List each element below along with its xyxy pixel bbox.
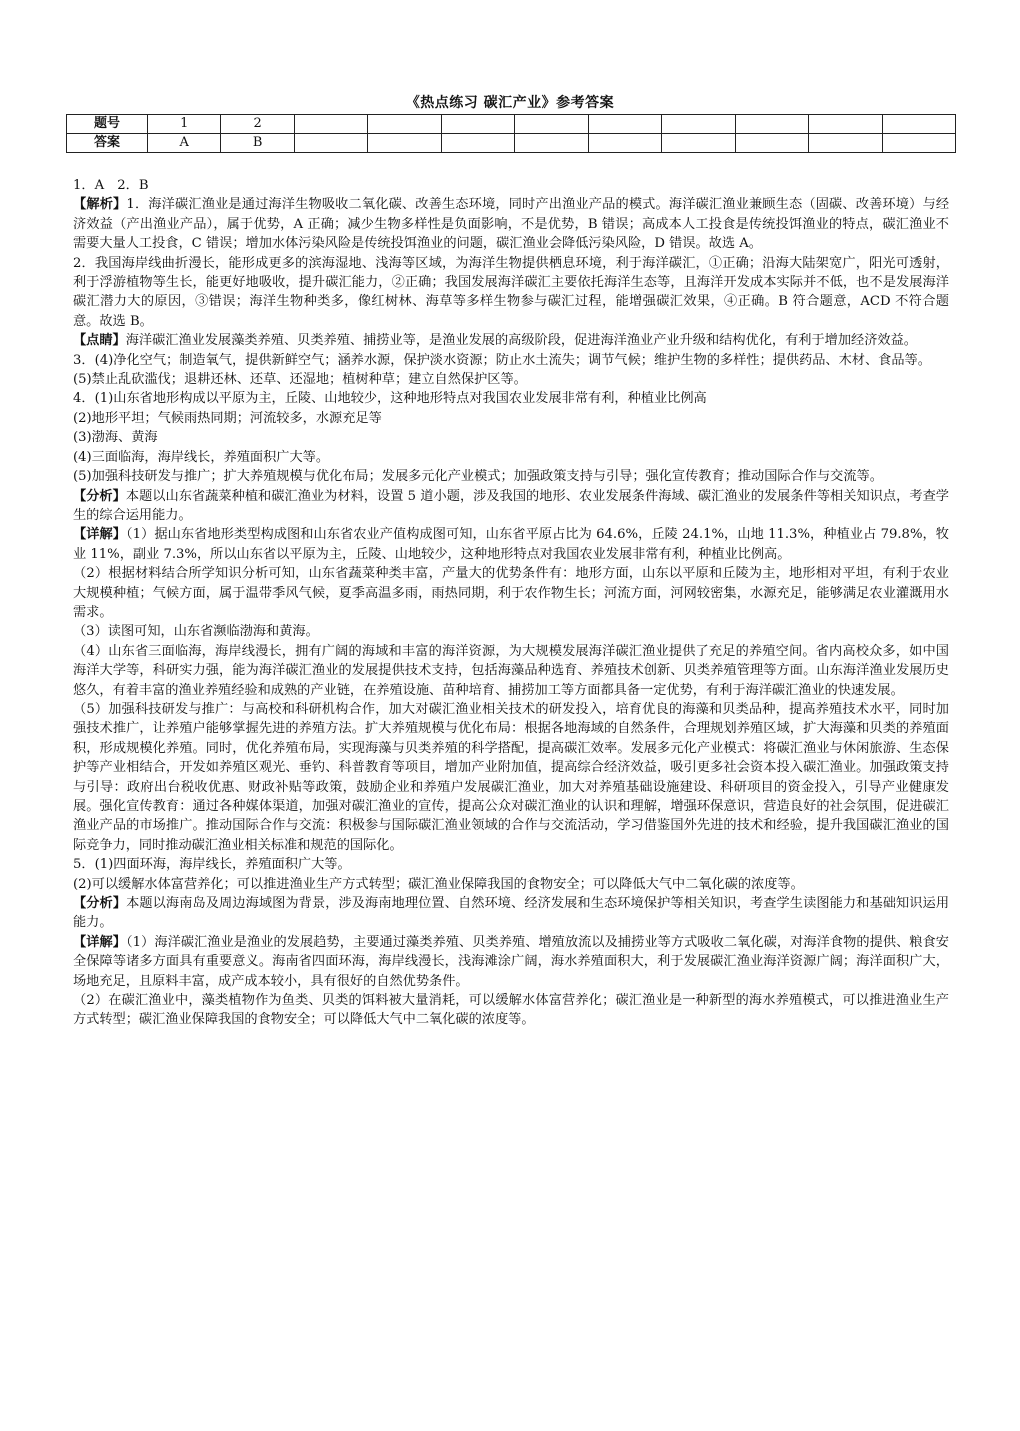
question-number-cell: 1 xyxy=(148,115,221,134)
answer-q3-part5: (5)禁止乱砍滥伐；退耕还林、还草、还湿地；植树种草；建立自然保护区等。 xyxy=(73,372,527,388)
answer-summary-1-2: 1．A 2．B xyxy=(73,178,149,193)
explanation-q1 xyxy=(73,195,949,253)
explanation-text: 1．海洋碳汇渔业是通过海洋生物吸收二氧化碳、改善生态环境，同时产出渔业产品的模式。海洋碳汇渔业兼顾生态（固碳、改善环境）与经济效益（产出渔业产品），属于优势，A 正确；减少生物多样性是负面影响，不是优势，B 错误；高成本人工投食是传统投饵渔业的特点，碳汇渔业不需要大量人工投食，C 错误；增加水体污染风险是传统投饵渔业的问题，碳汇渔业会降低污染风险，D 错误。故选 A。 xyxy=(73,197,950,252)
question-number-cell: 2 xyxy=(221,115,294,134)
analysis-tag: 【分析】 xyxy=(73,896,127,912)
answer-cell xyxy=(662,134,735,153)
analysis-text: 本题以山东省蔬菜种植和碳汇渔业为材料，设置 5 道小题，涉及我国的地形、农业发展条件海域、碳汇渔业的发展条件等相关知识点，考查学生的综合运用能力。 xyxy=(73,488,949,523)
answer-cell xyxy=(588,134,661,153)
answer-q4-part5: (5)加强科技研发与推广；扩大养殖规模与优化布局；发展多元化产业模式；加强政策支持与引导；强化宣传教育；推动国际合作与交流等。 xyxy=(73,469,883,485)
key-point-tag: 【点睛】 xyxy=(73,333,126,349)
detail-tag: 【详解】 xyxy=(73,527,127,543)
analysis-q4 xyxy=(73,487,949,526)
detail-q5-1 xyxy=(73,933,949,991)
question-number-cell xyxy=(662,115,735,134)
question-number-header: 题号 xyxy=(67,115,148,134)
detail-text: （1）海洋碳汇渔业是渔业的发展趋势，主要通过藻类养殖、贝类养殖、增殖放流以及捕捞业等方式吸收二氧化碳，对海洋食物的提供、粮食安全保障等诸多方面具有重要意义。海南省四面环海，海岸线漫长，浅海滩涂广阔，海水养殖面积大，利于发展碳汇渔业海洋资源广阔；海洋面积广大，场地充足，且原料丰富，成产成本较小，具有很好的自然优势条件。 xyxy=(73,934,949,989)
question-number-cell xyxy=(294,115,367,134)
question-number-cell xyxy=(515,115,588,134)
detail-q4-1 xyxy=(73,525,949,564)
answer-q4-part3: (3)渤海、黄海 xyxy=(73,430,158,446)
detail-q4-3: （3）读图可知，山东省濒临渤海和黄海。 xyxy=(73,624,319,640)
answer-q4-part1: 4．(1)山东省地形构成以平原为主，丘陵、山地较少，这种地形特点对我国农业发展非常有利，种植业比例高 xyxy=(73,391,707,407)
answer-cell xyxy=(735,134,808,153)
explanation-q2: 2．我国海岸线曲折漫长，能形成更多的滨海湿地、浅海等区域，为海洋生物提供栖息环境，利于海洋碳汇，①正确；沿海大陆架宽广，阳光可透射，利于浮游植物等生长，能更好地吸收，提升碳汇能力，②正确；我国发展海洋碳汇主要依托海洋生态等，且海洋开发成本实际并不低，也不是发展海洋碳汇潜力大的原因，③错误；海洋生物种类多，像红树林、海草等多样生物参与碳汇过程，能增强碳汇效果，④正确。B 符合题意，ACD 不符合题意。故选 B。 xyxy=(73,255,949,329)
key-point-text: 海洋碳汇渔业发展藻类养殖、贝类养殖、捕捞业等，是渔业发展的高级阶段，促进海洋渔业产业升级和结构优化，有利于增加经济效益。 xyxy=(125,333,917,349)
analysis-text: 本题以海南岛及周边海域图为背景，涉及海南地理位置、自然环境、经济发展和生态环境保护等相关知识，考查学生读图能力和基础知识运用能力。 xyxy=(73,896,950,931)
analysis-tag: 【分析】 xyxy=(73,488,126,504)
detail-q5-2: （2）在碳汇渔业中，藻类植物作为鱼类、贝类的饵料被大量消耗，可以缓解水体富营养化；碳汇渔业是一种新型的海水养殖模式，可以推进渔业生产方式转型；碳汇渔业保障我国的食物安全；可以降低大气中二氧化碳的浓度等。 xyxy=(73,993,949,1028)
detail-text: （1）据山东省地形类型构成图和山东省农业产值构成图可知，山东省平原占比为 64.6%，丘陵 24.1%，山地 11.3%，种植业占 79.8%，牧业 11%，副业 7.3%，所以山东省以平原为主，丘陵、山地较少，这种地形特点对我国农业发展非常有利，种植业比例高。 xyxy=(73,527,949,562)
detail-q4-5: （5）加强科技研发与推广：与高校和科研机构合作，加大对碳汇渔业相关技术的研发投入，培育优良的海藻和贝类品种，提高养殖技术水平，同时加强技术推广，让养殖户能够掌握先进的养殖方法。扩大养殖规模与优化布局：根据各地海域的自然条件，合理规划养殖区域，扩大海藻和贝类的养殖面积，形成规模化养殖。同时，优化养殖布局，实现海藻与贝类养殖的科学搭配，提高碳汇效率。发展多元化产业模式：将碳汇渔业与休闲旅游、生态保护等产业相结合，开发如养殖区观光、垂钓、科普教育等项目，增加产业附加值，提高综合经济效益，吸引更多社会资本投入碳汇渔业。加强政策支持与引导：政府出台税收优惠、财政补贴等政策，鼓励企业和养殖户发展碳汇渔业，加大对养殖基础设施建设、科研项目的资金投入，引导产业健康发展。强化宣传教育：通过各种媒体渠道，加强对碳汇渔业的宣传，提高公众对碳汇渔业的认识和理解，增强环保意识，营造良好的社会氛围，促进碳汇渔业产品的市场推广。推动国际合作与交流：积极参与国际碳汇渔业领域的合作与交流活动，学习借鉴国外先进的技术和经验，提升我国碳汇渔业的国际竞争力，同时推动碳汇渔业相关标准和规范的国际化。 xyxy=(73,701,949,853)
question-number-cell xyxy=(735,115,808,134)
question-number-cell xyxy=(882,115,955,134)
question-number-cell xyxy=(441,115,514,134)
answer-row xyxy=(67,134,956,153)
answer-q5-part1: 5．(1)四面环海，海岸线长，养殖面积广大等。 xyxy=(73,857,351,873)
detail-q4-4: （4）山东省三面临海，海岸线漫长，拥有广阔的海域和丰富的海洋资源，为大规模发展海洋碳汇渔业提供了充足的养殖空间。省内高校众多，如中国海洋大学等，科研实力强，能为海洋碳汇渔业的发展提供技术支持，包括海藻品种选育、养殖技术创新、贝类养殖管理等方面。山东海洋渔业发展历史悠久，有着丰富的渔业养殖经验和成熟的产业链，在养殖设施、苗种培育、捕捞加工等方面都具备一定优势，有利于海洋碳汇渔业的快速发展。 xyxy=(73,643,949,698)
answer-cell xyxy=(441,134,514,153)
answer-cell: B xyxy=(221,134,294,153)
answer-q4-part4: (4)三面临海，海岸线长，养殖面积广大等。 xyxy=(73,449,330,465)
answer-cell xyxy=(809,134,882,153)
answer-cell xyxy=(515,134,588,153)
answer-q3-part4: 3．(4)净化空气；制造氧气，提供新鲜空气；涵养水源，保护淡水资源；防止水土流失；调节气候；维护生物的多样性；提供药品、木材、食品等。 xyxy=(73,352,931,368)
document-title: 《热点练习 碳汇产业》参考答案 xyxy=(405,95,615,111)
detail-q4-2: （2）根据材料结合所学知识分析可知，山东省蔬菜种类丰富，产量大的优势条件有：地形方面，山东以平原和丘陵为主，地形相对平坦，有利于农业大规模种植；气候方面，属于温带季风气候，夏季高温多雨，雨热同期，利于农作物生长；河流方面，河网较密集，水源充足，能够满足农业灌溉用水需求。 xyxy=(73,566,949,620)
answer-header: 答案 xyxy=(67,134,148,153)
answer-body xyxy=(73,176,949,1030)
detail-tag: 【详解】 xyxy=(73,934,126,950)
answer-cell xyxy=(368,134,441,153)
question-number-row xyxy=(67,115,956,134)
explanation-tag: 【解析】 xyxy=(73,197,127,213)
question-number-cell xyxy=(368,115,441,134)
answer-cell xyxy=(882,134,955,153)
answer-q5-part2: (2)可以缓解水体富营养化；可以推进渔业生产方式转型；碳汇渔业保障我国的食物安全；可以降低大气中二氧化碳的浓度等。 xyxy=(73,876,804,892)
question-number-cell xyxy=(809,115,882,134)
key-point-q2 xyxy=(73,331,949,350)
answer-cell: A xyxy=(148,134,221,153)
answer-q4-part2: (2)地形平坦；气候雨热同期；河流较多，水源充足等 xyxy=(73,410,382,426)
question-number-cell xyxy=(588,115,661,134)
answer-table xyxy=(66,114,956,153)
analysis-q5 xyxy=(73,894,949,933)
answer-cell xyxy=(294,134,367,153)
